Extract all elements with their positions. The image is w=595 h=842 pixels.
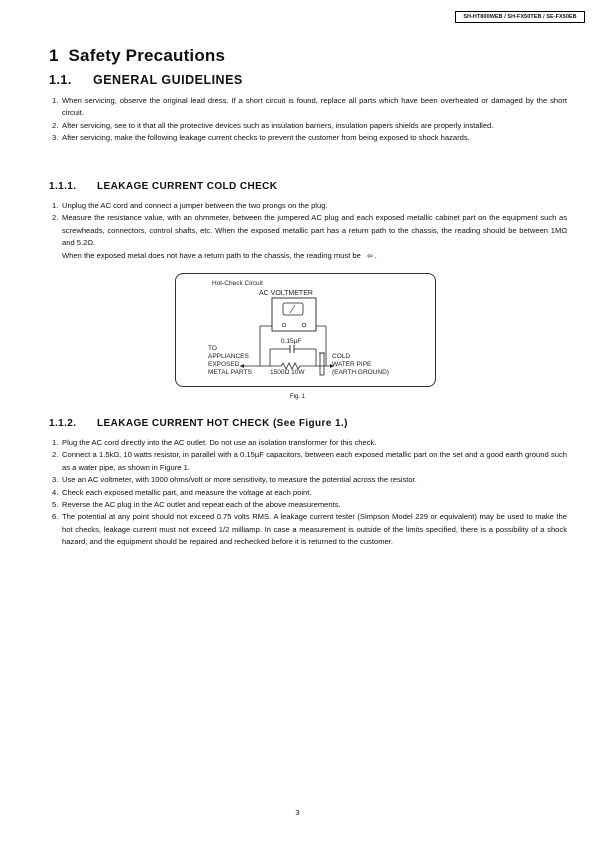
section-heading-hot-check (49, 418, 348, 429)
infinity-symbol: ∞ (367, 250, 373, 260)
terminal-icon (302, 323, 306, 327)
hot-check-list (52, 437, 567, 549)
list-item: 3. After servicing, make the following leakage current checks to prevent the customer from being exposed to shock hazards. (52, 133, 470, 143)
meter-needle-icon (290, 305, 295, 313)
list-item: 1. When servicing, observe the original lead dress. If a short circuit is found, replace all parts which have been overheated or damaged by the short circuit. (52, 96, 567, 118)
left-label-line: APPLIANCES (208, 353, 249, 360)
arrow-left-icon (240, 364, 244, 368)
title-number: 1 (49, 46, 59, 65)
list-item: 3. Use an AC voltmeter, with 1000 ohms/volt or more sensitivity, to measure the potential across the resistor. (52, 475, 417, 485)
list-item-text: Plug the AC cord directly into the AC outlet. Do not use an isolation transformer for this check. (62, 438, 377, 447)
capacitor-label: 0.15µF (281, 338, 302, 345)
section-number: 1.1. (49, 73, 72, 87)
list-item: 1. Unplug the AC cord and connect a jumper between the two prongs on the plug. (52, 201, 328, 210)
list-item-text: After servicing, see to it that all the protective devices such as insulation barriers, insulation papers shields are properly installed. (62, 120, 494, 130)
list-item: 6. The potential at any point should not exceed 0.75 volts RMS. A leakage current tester (Simpson Model 229 or equivalent) may be used to make the hot checks, leakage current must not exceed 1/2 milliamp. In case a measurement is outside of the limits specified, there is a possibility of a shock hazard, and the equipment should be repaired and rechecked before it is returned to the customer. (52, 512, 567, 547)
water-pipe-icon (320, 353, 324, 375)
page-title (49, 46, 225, 66)
section-title: LEAKAGE CURRENT COLD CHECK (97, 181, 278, 192)
left-label-line: METAL PARTS (208, 369, 252, 376)
list-item: 1. Plug the AC cord directly into the AC outlet. Do not use an isolation transformer for this check. (52, 438, 377, 447)
model-codes-header: SH-HT800WEB / SH-FX50TEB / SE-FX50EB (455, 11, 585, 23)
right-label-line: (EARTH GROUND) (332, 369, 389, 376)
title-text: Safety Precautions (68, 46, 226, 65)
section-title: GENERAL GUIDELINES (93, 73, 243, 87)
right-label-line: WATER PIPE (332, 361, 372, 368)
list-item: 2. After servicing, see to it that all the protective devices such as insulation barriers, insulation papers shields are properly installed. (52, 120, 494, 130)
cold-check-list (52, 200, 567, 262)
resistor-label: 1500Ω 10W (270, 369, 305, 376)
list-item-text: The potential at any point should not exceed 0.75 volts RMS. A leakage current tester (Simpson Model 229 or equivalent) may be used to make the hot checks, leakage current must not exceed 1/2 milliamp. In case a measurement is outside of the limits specified, there is a possibility of a shock hazard, and the equipment should be repaired and rechecked before it is returned to the customer. (62, 512, 567, 547)
section-title: LEAKAGE CURRENT HOT CHECK (See Figure 1.) (97, 418, 348, 429)
list-item: 2. Measure the resistance value, with an ohmmeter, between the jumpered AC plug and each exposed metallic cabinet part on the equipment such as screwheads, connectors, control shafts, etc. When the exposed metallic part has a return path to the chassis, the reading should be between 1MΩ and 5.2Ω. When the exposed metal does not have a return path to the chassis, the reading must be ∞ . (52, 212, 567, 262)
list-item: 2. Connect a 1.5kΩ, 10 watts resistor, in parallel with a 0.15µF capacitors, between each exposed metallic part on the set and a good earth ground such as a water pipe, as shown in Figure 1. (52, 450, 567, 472)
left-label-line: TO (208, 345, 217, 352)
section-heading-cold-check (49, 181, 277, 192)
voltmeter-label: AC VOLTMETER (259, 290, 313, 297)
hot-check-circuit-diagram (175, 273, 436, 387)
list-item-text: Unplug the AC cord and connect a jumper between the two prongs on the plug. (62, 201, 328, 210)
list-item: 4. Check each exposed metallic part, and measure the voltage at each point. (52, 487, 312, 497)
list-item-text: Check each exposed metallic part, and measure the voltage at each point. (62, 487, 312, 497)
circuit-title: Hot-Check Circuit (212, 280, 263, 287)
page-number: 3 (295, 808, 300, 817)
right-label-line: COLD (332, 353, 351, 360)
list-item-text: Connect a 1.5kΩ, 10 watts resistor, in parallel with a 0.15µF capacitors, between each exposed metallic part on the set and a good earth ground such as a water pipe, as shown in Figure 1. (62, 450, 567, 472)
section-heading-general (49, 73, 243, 87)
list-item-text: When servicing, observe the original lead dress. If a short circuit is found, replace all parts which have been overheated or damaged by the short circuit. (62, 96, 567, 118)
general-guidelines-list (52, 95, 567, 145)
list-item: 5. Reverse the AC plug in the AC outlet and repeat each of the above measurements. (52, 500, 341, 510)
meter-face-icon (283, 303, 303, 315)
list-item-text: Use an AC voltmeter, with 1000 ohms/volt or more sensitivity, to measure the potential across the resistor. (62, 475, 417, 485)
section-number: 1.1.2. (49, 418, 77, 429)
cold-check-note: When the exposed metal does not have a return path to the chassis, the reading must be ∞ . (62, 250, 377, 260)
list-item-text: Reverse the AC plug in the AC outlet and repeat each of the above measurements. (62, 500, 341, 510)
left-label-line: EXPOSED (208, 361, 240, 368)
section-number: 1.1.1. (49, 181, 77, 192)
figure-caption: Fig. 1 (289, 394, 305, 400)
list-item-text: Measure the resistance value, with an ohmmeter, between the jumpered AC plug and each exposed metallic cabinet part on the equipment such as screwheads, connectors, control shafts, etc. When the exposed metallic part has a return path to the chassis, the reading should be between 1MΩ and 5.2Ω. (62, 213, 567, 248)
terminal-icon (282, 323, 286, 327)
list-item-text: After servicing, make the following leakage current checks to prevent the customer from being exposed to shock hazards. (62, 133, 470, 143)
